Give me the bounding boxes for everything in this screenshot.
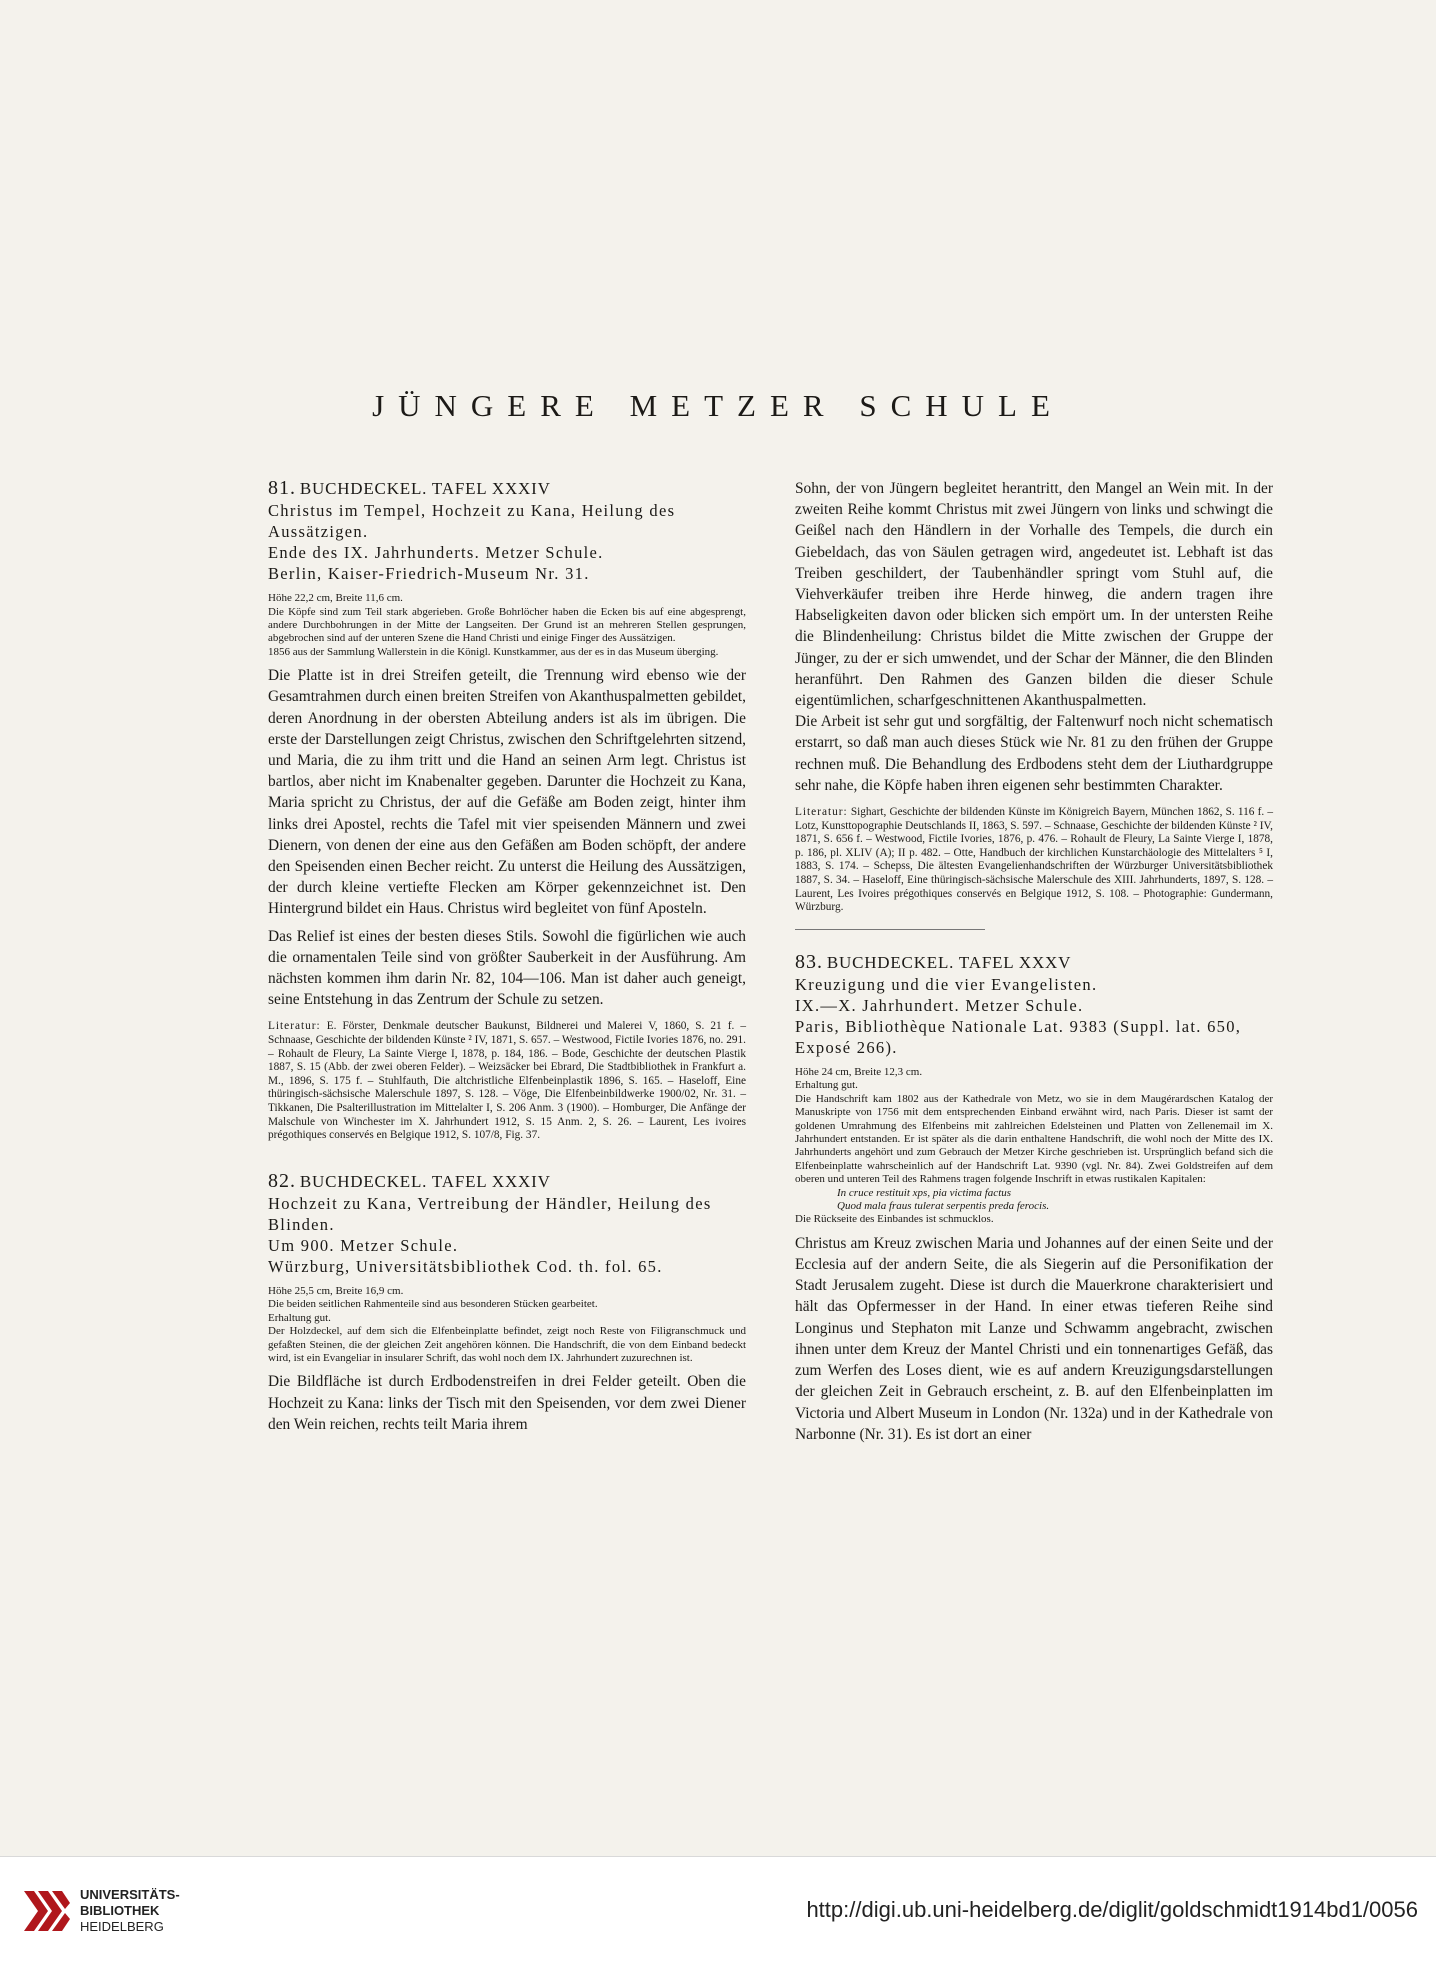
entry-81-condition: Die Köpfe sind zum Teil stark abgerieben. Große Bohrlöcher haben die Ecken bis auf eine abgesprengt, andere Durchbohrungen in der Mitte der Langseiten. Der Grund ist an mehreren Stellen gesprungen, abgebrochen sind auf der unteren Szene die Hand Christi und einige Finger des Aussätzigen. (268, 605, 746, 645)
digital-object-url[interactable]: http://digi.ub.uni-heidelberg.de/diglit/goldschmidt1914bd1/0056 (806, 1897, 1418, 1922)
entry-82-number: 82. (268, 1169, 296, 1192)
entry-82-paragraph-cont: Sohn, der von Jüngern begleitet herantritt, den Mangel an Wein mit. In der zweiten Reihe kommt Christus mit zwei Jüngern von links und schwingt die Geißel nach den Händlern in der Vorhalle des Tempels, die durch ein Giebeldach, das von Säulen getragen wird, angedeutet ist. Lebhaft ist das Treiben geschildert, der Taubenhändler springt vom Stuhl auf, die Viehverkäufer treiben ihre Herde hinweg, die andern tragen ihre Habseligkeiten davon oder blicken sich empört um. In der untersten Reihe die Blindenheilung: Christus bildet die Mitte zwischen der Gruppe der Jünger, zu der er sich umwendet, und der Schar der Männer, die den Blinden heranführt. Den Rahmen des Ganzen bilden die dieser Schule eigentümlichen, scharfgeschnittenen Akanthuspalmetten. (795, 480, 1273, 710)
entry-82-subject: Hochzeit zu Kana, Vertreibung der Händler, Heilung des Blinden. (268, 1194, 712, 1235)
institution-line-2: BIBLIOTHEK (80, 1903, 160, 1918)
entry-82-date: Um 900. Metzer Schule. (268, 1236, 459, 1256)
entry-81-paragraph-2: Das Relief ist eines der besten dieses Stils. Sowohl die figürlichen wie auch die ornamentalen Teile sind von größter Sauberkeit in der Ausführung. Am nächsten kommen ihm darin Nr. 82, 104—106. Man ist daher auch geneigt, seine Entstehung in das Zentrum der Schule zu setzen. (268, 927, 746, 1009)
entry-83-heading (795, 952, 1273, 974)
entry-82-literature-text: Sighart, Geschichte der bildenden Künste im Königreich Bayern, München 1862, S. 116 f. – Lotz, Kunsttopographie Deutschlands II, 1863, S. 597. – Schnaase, Geschichte der bildenden Künste ² IV, 1871, S. 656 f. – Westwood, Fictile Ivories, 1876, p. 476. – Rohault de Fleury, La Sainte Vierge I, 1878, p. 186, pl. XLIV (A); II p. 482. – Otte, Handbuch der kirchlichen Kunstarchäologie des Mittelalters ⁵ I, 1883, S. 174. – Schepss, Die ältesten Evangelienhandschriften der Würzburger Universitätsbibliothek 1887, S. 34. – Haseloff, Eine thüringisch-sächsische Malerschule des XIII. Jahrhunderts, 1897, S. 128. – Laurent, Les Ivoires prégothiques conservés en Belgique 1912, S. 108. – Photographie: Gundermann, Würzburg. (795, 806, 1273, 914)
entry-81-heading (268, 478, 746, 500)
entry-82-paragraph-1: Die Bildfläche ist durch Erdbodenstreifen in drei Felder geteilt. Oben die Hochzeit zu Kana: links der Tisch mit den Speisenden, vor dem zwei Diener den Wein reichen, rechts teilt Maria ihrem (268, 1373, 746, 1433)
entry-81-number: 81. (268, 477, 296, 499)
entry-82-heading (268, 1171, 746, 1193)
entry-81 (268, 478, 746, 1143)
entry-83-condition: Erhaltung gut. (795, 1079, 858, 1092)
entry-81-date: Ende des IX. Jahrhunderts. Metzer Schule. (268, 543, 604, 563)
entry-82-condition: Erhaltung gut. (268, 1311, 331, 1324)
entry-82-paragraph-cont-2: Die Arbeit ist sehr gut und sorgfältig, der Faltenwurf noch nicht schematisch erstarrt, so daß man auch dieses Stück wie Nr. 81 zu den frühen der Gruppe rechnen muß. Die Behandlung des Erdbodens steht dem der Liuthardgruppe sehr nahe, die Köpfe haben ihren eigenen sehr bestimmten Charakter. (795, 713, 1273, 794)
entry-81-paragraph-1: Die Platte ist in drei Streifen geteilt, die Trennung wird ebenso wie der Gesamtrahmen durch einen breiten Streifen von Akanthuspalmetten gebildet, deren Anordnung in der obersten Abteilung anders ist als im übrigen. Die erste der Darstellungen zeigt Christus, zwischen den Schriftgelehrten sitzend, und Maria, die zu ihm tritt und die Hand an seinen Arm legt. Christus ist bartlos, aber nicht im Knabenalter gegeben. Darunter die Hochzeit zu Kana, Maria spricht zu Christus, der auf die Gefäße am Boden zeigt, hinter ihm links drei Apostel, rechts die Tafel mit vier speisenden Männern und zwei Dienern, von denen der eine aus den Gefäßen am Boden schöpft, der andere den Speisenden einen Becher reicht. Zu unterst die Heilung des Aussätzigen, der durch kleine vertiefte Flecken am Körper gekennzeichnet ist. Den Hintergrund bildet ein Haus. Christus wird begleitet von fünf Aposteln. (268, 667, 746, 918)
entry-81-provenance: 1856 aus der Sammlung Wallerstein in die Königl. Kunstkammer, aus der es in das Museum überging. (268, 645, 719, 658)
entry-81-literature (268, 1020, 746, 1142)
entry-82-literature (795, 806, 1273, 915)
right-column (795, 478, 1273, 1445)
entry-82-location: Würzburg, Universitätsbibliothek Cod. th. fol. 65. (268, 1257, 663, 1277)
entry-82-dimensions: Höhe 25,5 cm, Breite 16,9 cm. (268, 1285, 404, 1298)
entry-81-title: BUCHDECKEL. TAFEL XXXIV (299, 479, 551, 498)
institution-name (80, 1887, 180, 1935)
entry-83-date: IX.—X. Jahrhundert. Metzer Schule. (795, 996, 1084, 1015)
entry-82-literature-label: Literatur: (795, 806, 848, 819)
entry-81-subject: Christus im Tempel, Hochzeit zu Kana, Heilung des Aussätzigen. (268, 501, 676, 542)
footer-bar (0, 1856, 1436, 1961)
entry-83-back: Die Rückseite des Einbandes ist schmucklos. (795, 1213, 994, 1226)
entry-83-location: Paris, Bibliothèque Nationale Lat. 9383 (Suppl. lat. 650, Exposé 266). (795, 1017, 1242, 1057)
entry-82 (268, 1171, 746, 1435)
entry-82-frame: Die beiden seitlichen Rahmenteile sind aus besonderen Stücken gearbeitet. (268, 1298, 598, 1311)
entry-83-title: BUCHDECKEL. TAFEL XXXV (826, 952, 1072, 972)
entry-81-literature-text: E. Förster, Denkmale deutscher Baukunst, Bildnerei und Malerei V, 1860, S. 21 f. – Schnaase, Geschichte der bildenden Künste ² IV, 1871, S. 657. – Westwood, Fictile Ivories 1876, no. 291. – Rohault de Fleury, La Sainte Vierge I, 1878, p. 184, 186. – Bode, Geschichte der deutschen Plastik 1887, S. 15 (Abb. der zwei oberen Felder). – Weizsäcker bei Ebrard, Die Stadtbibliothek in Frankfurt a. M., 1896, S. 175 f. – Stuhlfauth, Die altchristliche Elfenbeinplastik 1896, S. 165. – Haseloff, Eine thüringisch-sächsische Malerschule 1897, S. 128. – Vöge, Die Elfenbeinbildwerke 1900/02, Nr. 31. – Tikkanen, Die Psalterillustration im Mittelalter I, S. 206 Anm. 3 (1900). – Homburger, Die Anfänge der Malschule von Winchester im X. Jahrhundert 1912, S. 15 Anm. 2, S. 26. – Laurent, Les ivoires prégothiques conservés en Belgique 1912, S. 107/8, Fig. 37. (268, 1020, 747, 1142)
ub-heidelberg-logo-icon (22, 1885, 72, 1935)
entry-83-notes: Die Handschrift kam 1802 aus der Kathedrale von Metz, wo sie in dem Maugérardschen Katalog der Manuskripte von 1756 mit dem entsprechenden Einband erwähnt wird, nach Paris. Dieser ist samt der goldenen Umrahmung des Elfenbeins mit zahlreichen Edelsteinen und Platten von Zellenemail im X. Jahrhundert entstanden. Er ist später als die darin enthaltene Handschrift, die wohl noch der Mitte des IX. Jahrhunderts angehört und zum Gebrauch der Metzer Kirche geschrieben ist. Ursprünglich befand sich die Elfenbeinplatte wahrscheinlich auf der Handschrift Lat. 9390 (vgl. Nr. 84). Zwei Goldstreifen auf dem oberen und unteren Teil des Rahmens tragen folgende Inschrift in etwas rustikalen Kapitalen: (795, 1092, 1273, 1186)
entry-83-paragraph-1: Christus am Kreuz zwischen Maria und Johannes auf der einen Seite und der Ecclesia auf der andern Seite, die als Siegerin auf die Personifikation der Stadt Jerusalem zugeht. Diese ist durch die Mauerkrone charakterisiert und hält das Opfermesser in der Hand. In einer etwas tieferen Reihe sind Longinus und Stephaton mit Lanze und Schwamm angebracht, zwischen ihnen unter dem Kreuz der Mantel Christi und ein tonnenartiges Gefäß, das zum Werfen des Loses dient, wie es auf andern Kreuzigungsdarstellungen der gleichen Zeit in Gebrauch erscheint, z. B. auf den Elfenbeinplatten im Victoria und Albert Museum in London (Nr. 132a) und in der Kathedrale von Narbonne (Nr. 31). Es ist dort an einer (795, 1234, 1273, 1443)
institution-line-1: UNIVERSITÄTS- (80, 1887, 180, 1902)
entry-83 (795, 952, 1273, 1445)
entry-81-location: Berlin, Kaiser-Friedrich-Museum Nr. 31. (268, 564, 590, 584)
entry-83-dimensions: Höhe 24 cm, Breite 12,3 cm. (795, 1066, 923, 1078)
entry-82-title: BUCHDECKEL. TAFEL XXXIV (299, 1171, 551, 1191)
entry-81-literature-label: Literatur: (268, 1020, 321, 1033)
entry-83-inscription-1: In cruce restituit xps, pia victima factus (837, 1186, 1012, 1199)
section-divider (795, 929, 985, 930)
left-column (268, 478, 746, 1435)
page-title: JÜNGERE METZER SCHULE (372, 388, 1064, 423)
entry-81-dimensions: Höhe 22,2 cm, Breite 11,6 cm. (268, 592, 403, 605)
institution-line-3: HEIDELBERG (80, 1919, 164, 1934)
entry-82-notes: Der Holzdeckel, auf dem sich die Elfenbeinplatte befindet, zeigt noch Reste von Filigranschmuck und gefaßten Steinen, die der gleichen Zeit angehören können. Die Handschrift, die von dem Einband bedeckt wird, ist ein Evangeliar in insularer Schrift, das wohl noch dem IX. Jahrhundert zuzurechnen ist. (268, 1325, 746, 1365)
entry-83-inscription-2: Quod mala fraus tulerat serpentis preda ferocis. (837, 1200, 1050, 1213)
entry-83-number: 83. (795, 950, 823, 973)
entry-83-subject: Kreuzigung und die vier Evangelisten. (795, 975, 1098, 994)
